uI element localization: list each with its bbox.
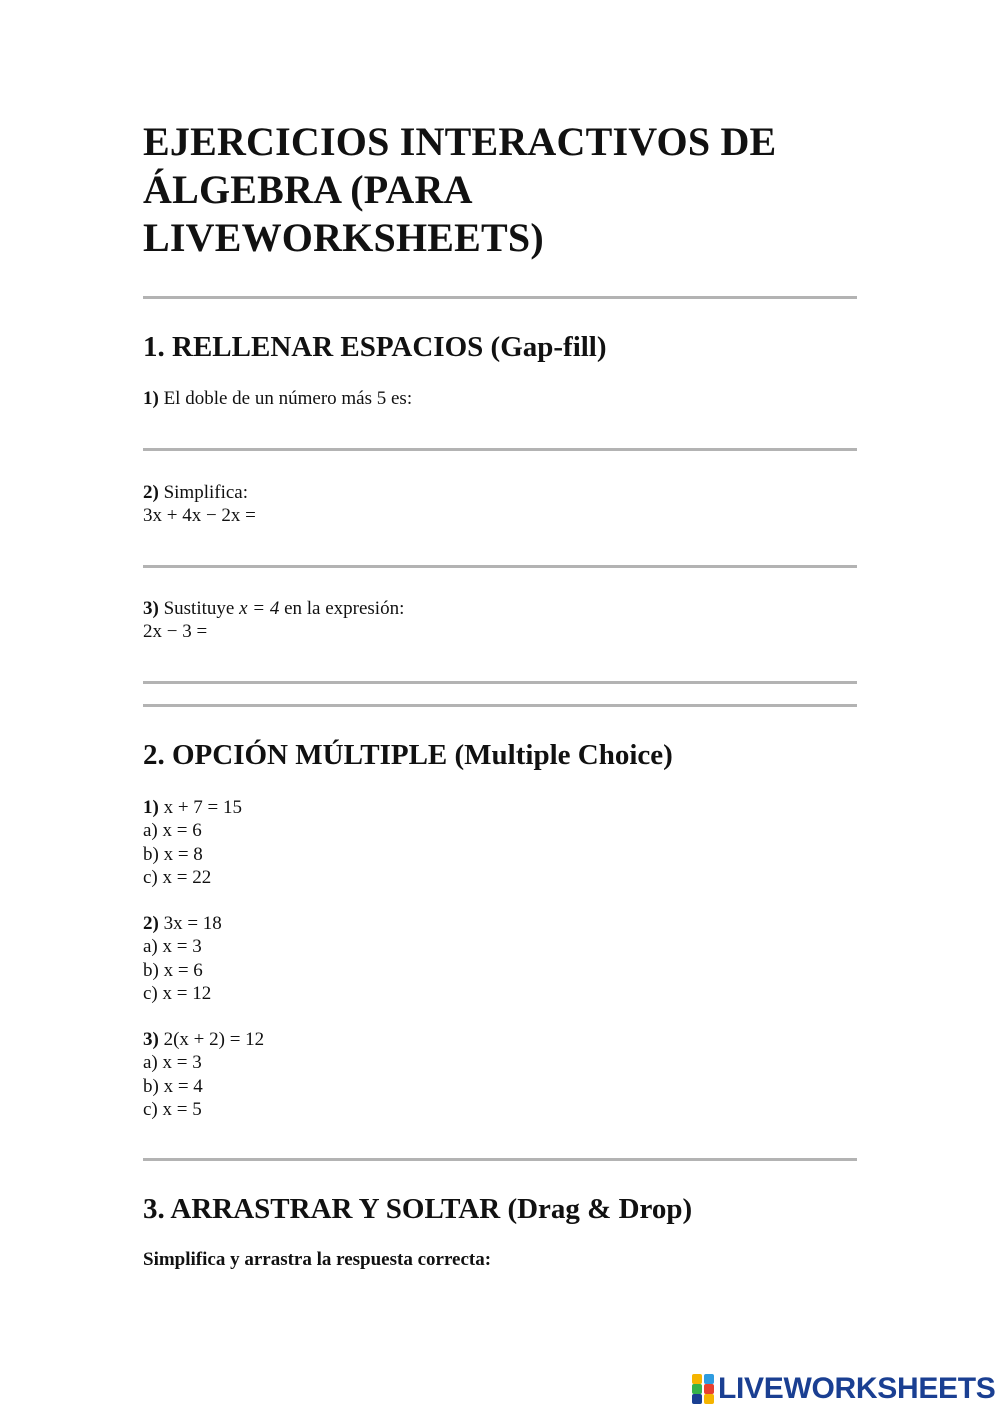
option-b[interactable]: b) x = 6 — [143, 959, 203, 981]
drag-drop-instruction: Simplifica y arrastra la respuesta correcta: — [143, 1249, 492, 1270]
liveworksheets-logo-icon — [692, 1374, 714, 1404]
mc-question-2 — [143, 912, 222, 1005]
answer-line[interactable] — [143, 448, 857, 451]
question-text: El doble de un número más 5 es: — [163, 388, 413, 409]
question-number: 3) — [143, 1029, 159, 1050]
question-number: 1) — [143, 388, 159, 409]
page-title: EJERCICIOS INTERACTIVOS DE ÁLGEBRA (PARA LIVEWORKSHEETS) — [143, 119, 777, 260]
option-a[interactable]: a) x = 6 — [143, 820, 202, 842]
section-3-heading: 3. ARRASTRAR Y SOLTAR (Drag & Drop) — [143, 1193, 693, 1225]
variable-value: x = 4 — [239, 598, 280, 619]
option-b[interactable]: b) x = 4 — [143, 1075, 203, 1097]
gapfill-question-1 — [143, 387, 412, 410]
question-expression: 3x + 4x − 2x = — [143, 505, 256, 527]
question-stem: 2(x + 2) = 12 — [163, 1029, 265, 1050]
divider — [143, 1158, 857, 1161]
question-number: 2) — [143, 482, 159, 503]
question-text: Simplifica: — [163, 482, 249, 503]
option-b[interactable]: b) x = 8 — [143, 843, 203, 865]
question-expression: 2x − 3 = — [143, 621, 208, 643]
divider — [143, 296, 857, 299]
question-number: 1) — [143, 797, 159, 818]
gapfill-question-2 — [143, 481, 256, 528]
divider — [143, 704, 857, 707]
section-2-heading: 2. OPCIÓN MÚLTIPLE (Multiple Choice) — [143, 739, 673, 771]
mc-question-3 — [143, 1028, 264, 1121]
option-c[interactable]: c) x = 12 — [143, 982, 212, 1004]
liveworksheets-logo-text: LIVEWORKSHEETS — [718, 1372, 996, 1405]
option-c[interactable]: c) x = 22 — [143, 866, 212, 888]
liveworksheets-logo — [692, 1373, 996, 1405]
answer-line[interactable] — [143, 565, 857, 568]
question-number: 3) — [143, 598, 159, 619]
question-text-end: en la expresión: — [284, 598, 405, 619]
option-a[interactable]: a) x = 3 — [143, 1052, 202, 1074]
question-text: Sustituye — [163, 598, 235, 619]
answer-line[interactable] — [143, 681, 857, 684]
question-stem: 3x = 18 — [163, 913, 222, 934]
question-stem: x + 7 = 15 — [163, 797, 243, 818]
option-c[interactable]: c) x = 5 — [143, 1098, 202, 1120]
mc-question-1 — [143, 796, 242, 889]
section-1-heading: 1. RELLENAR ESPACIOS (Gap-fill) — [143, 331, 607, 363]
option-a[interactable]: a) x = 3 — [143, 936, 202, 958]
gapfill-question-3 — [143, 597, 404, 644]
question-number: 2) — [143, 913, 159, 934]
